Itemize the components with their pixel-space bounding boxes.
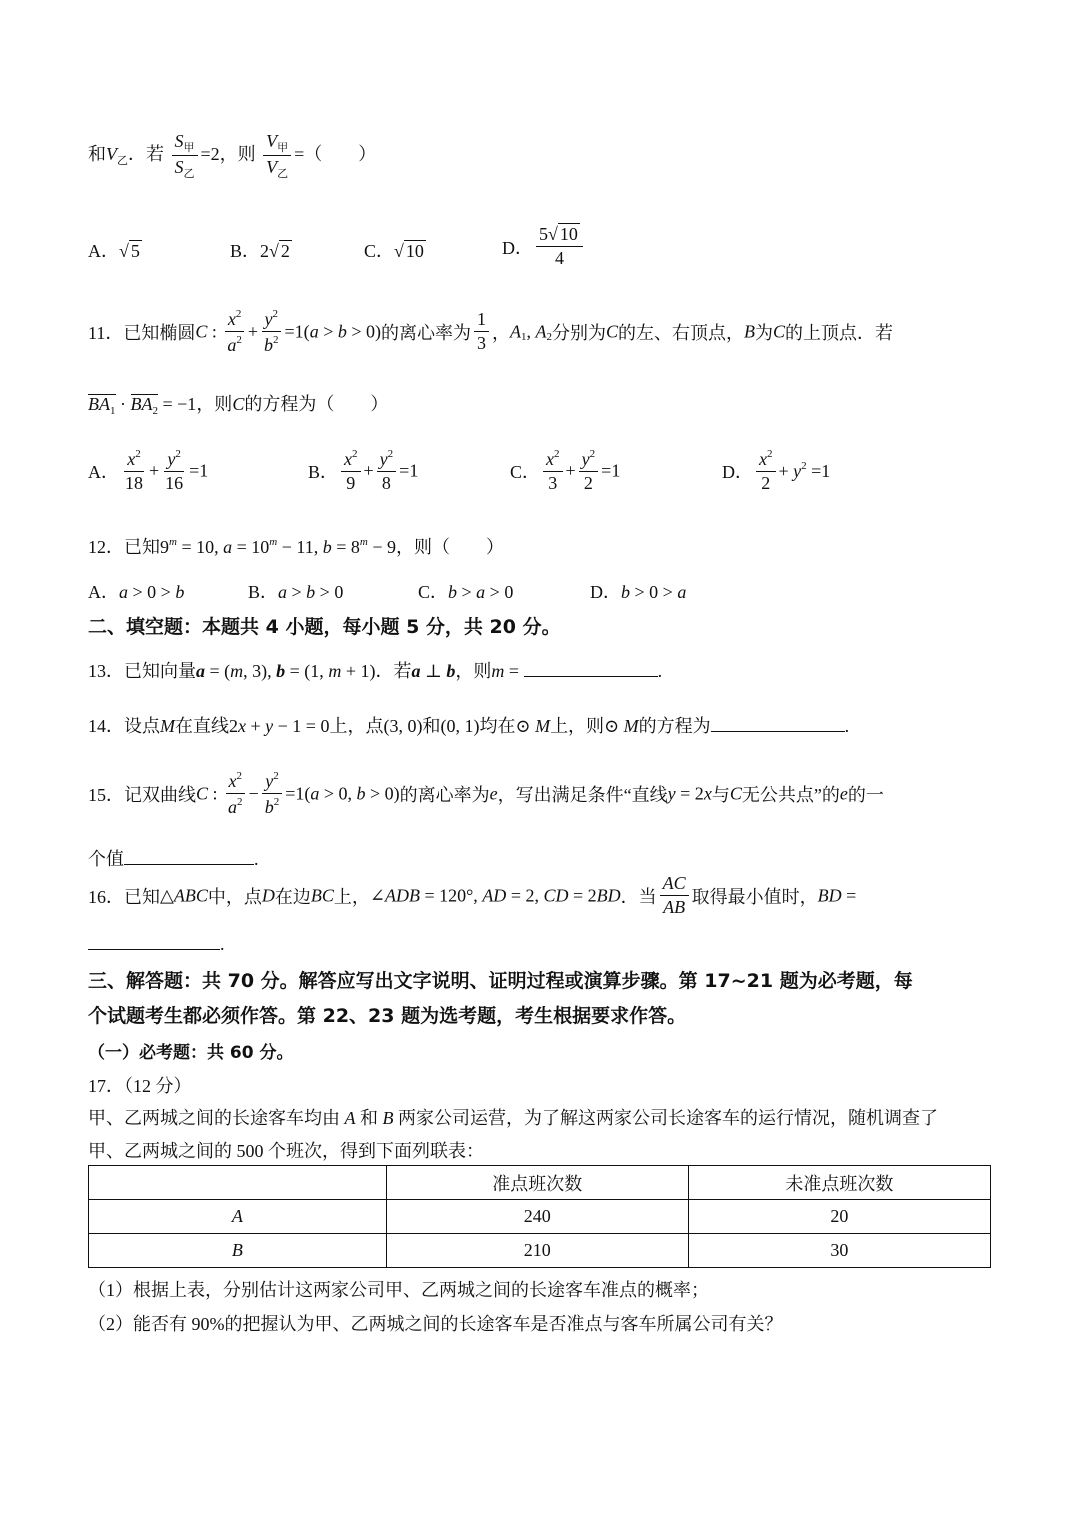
q12-option-d[interactable]: D．b > 0 > a: [590, 582, 687, 602]
section-2-title: 二、填空题：本题共 4 小题，每小题 5 分，共 20 分。: [88, 616, 561, 638]
q15-answer-blank[interactable]: [124, 864, 254, 865]
q17-paragraph-line2: 甲、乙两城之间的 500 个班次，得到下面列联表：: [88, 1141, 484, 1161]
q10-option-b[interactable]: B．2√ 2: [230, 241, 290, 261]
q13-answer-blank[interactable]: [524, 676, 658, 677]
ratio-s: $\frac{S_甲}{S_乙}$: [172, 132, 198, 180]
section-3-title-line1: 三、解答题：共 70 分。解答应写出文字说明、证明过程或演算步骤。第 17~21 题为必考题，每: [88, 970, 913, 992]
q11-option-c[interactable]: C． $\frac{x^2}{3}$ + $\frac{y^2}{2}$ =1: [510, 448, 621, 493]
table-row: [89, 1234, 991, 1268]
section-3-title-line2: 个试题考生都必须作答。第 22、23 题为选考题，考生根据要求作答。: [88, 1005, 687, 1027]
table-cell: 240: [386, 1200, 688, 1234]
q16-line2: .: [88, 934, 225, 955]
section-3-sub: （一）必考题：共 60 分。: [88, 1043, 294, 1063]
table-cell: 30: [688, 1234, 990, 1268]
q12-stem: 12．已知$9^m = 10$, $a = 10^m - 11$, $b = 8^m - 9$，则（ ）: [88, 536, 504, 557]
q14-answer-blank[interactable]: [711, 731, 845, 732]
table-cell: 210: [386, 1234, 688, 1268]
q10-option-a[interactable]: A．√ 5: [88, 241, 140, 261]
q14-stem: 14．设点M在直线2x + y − 1 = 0上，点(3, 0)和(0, 1)均在⊙ M上，则⊙ M的方程为 .: [88, 716, 850, 736]
q12-option-a[interactable]: A．a > 0 > b: [88, 582, 185, 602]
q11-option-b[interactable]: B． $\frac{x^2}{9}$ + $\frac{y^2}{8}$ =1: [308, 448, 419, 493]
q17-subquestion-1: （1）根据上表，分别估计这两家公司甲、乙两城之间的长途客车准点的概率；: [88, 1280, 709, 1300]
table-header-cell: 准点班次数: [386, 1166, 688, 1200]
q11-stem-line2: $BA_1 \cdot BA_2 = -1$，则C的方程为（ ）: [88, 394, 389, 417]
table-cell: 20: [688, 1200, 990, 1234]
q17-paragraph-line1: 甲、乙两城之间的长途客车均由 A 和 B 两家公司运营，为了解这两家公司长途客车的运行情况，随机调查了: [88, 1108, 938, 1128]
q10-condition-line: 和$V_乙$．若 $\frac{S_甲}{S_乙}$ =2，则 $\frac{V_甲}{V_乙}$ =（ ）: [88, 131, 377, 181]
table-cell: B: [89, 1234, 387, 1268]
table-header-cell: [89, 1166, 387, 1200]
q17-subquestion-2: （2）能否有 90%的把握认为甲、乙两城之间的长途客车是否准点与客车所属公司有关？: [88, 1314, 783, 1334]
q12-option-c[interactable]: C．b > a > 0: [418, 582, 514, 602]
table-cell: A: [89, 1200, 387, 1234]
ratio-v: $\frac{V_甲}{V_乙}$: [263, 132, 291, 180]
q15-stem: 15．记双曲线C : $\frac{x^2}{a^2}$ − $\frac{y^2}{b^2}$ =1(a > 0, b > 0)的离心率为e，写出满足条件“直线y = 2x与C无公共点”的e的一: [88, 770, 884, 817]
q15-line2: 个值 .: [88, 849, 259, 869]
contingency-table: [88, 1165, 991, 1268]
q13-stem: 13．已知向量a = (m, 3), b = (1, m + 1)．若a ⊥ b，则m = .: [88, 661, 663, 681]
q10-option-d[interactable]: D． $\frac{5√ 10}{4}$: [502, 225, 586, 269]
table-header-row: [89, 1166, 991, 1200]
q11-option-a[interactable]: A． $\frac{x^2}{18}$ + $\frac{y^2}{16}$ =1: [88, 448, 209, 493]
q16-stem: 16．已知△ABC中，点D在边BC上，∠ADB = 120°, AD = 2, CD = 2BD．当 $\frac{AC}{AB}$ 取得最小值时，BD =: [88, 873, 857, 917]
q11-option-d[interactable]: D． $\frac{x^2}{2}$ + $y^2 =1$: [722, 448, 831, 493]
table-header-cell: 未准点班次数: [688, 1166, 990, 1200]
q11-stem: 11．已知椭圆C : $\frac{x^2}{a^2}$ + $\frac{y^2}{b^2}$ =1(a > b > 0)的离心率为 $\frac{1}{3}$ ，$A_1$, $A_2$分别为C的左、右顶点，B为C的上顶点．若: [88, 308, 894, 355]
table-row: [89, 1200, 991, 1234]
q12-option-b[interactable]: B．a > b > 0: [248, 582, 344, 602]
q16-answer-blank[interactable]: [88, 949, 220, 950]
q17-header: 17．（12 分）: [88, 1076, 192, 1096]
q10-option-c[interactable]: C．√ 10: [364, 241, 424, 261]
